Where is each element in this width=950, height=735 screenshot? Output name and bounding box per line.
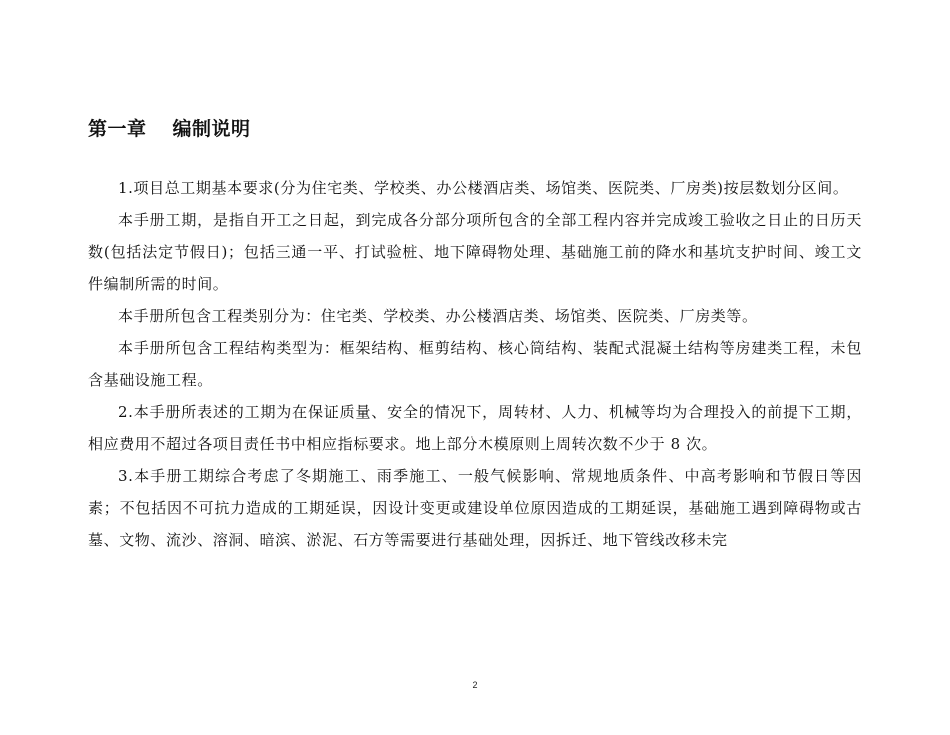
page-number: 2 [472,680,478,690]
paragraph-2: 本手册工期，是指自开工之日起，到完成各分部分项所包含的全部工程内容并完成竣工验收之日止的日历天数(包括法定节假日)；包括三通一平、打试验桩、地下障碍物处理、基础施工前的降水和基坑支护时间、竣工文件编制所需的时间。 [88,211,862,293]
paragraph-1: 1.项目总工期基本要求(分为住宅类、学校类、办公楼酒店类、场馆类、医院类、厂房类)按层数划分区间。 [118,179,849,197]
paragraph-3: 本手册所包含工程类别分为：住宅类、学校类、办公楼酒店类、场馆类、医院类、厂房类等。 [118,307,758,325]
body-text [88,172,862,556]
chapter-title: 编制说明 [172,118,251,140]
paragraph-4: 本手册所包含工程结构类型为：框架结构、框剪结构、核心筒结构、装配式混凝土结构等房建类工程，未包含基础设施工程。 [88,339,862,389]
chapter-heading [88,116,251,142]
paragraph-5: 2.本手册所表述的工期为在保证质量、安全的情况下，周转材、人力、机械等均为合理投入的前提下工期，相应费用不超过各项目责任书中相应指标要求。地上部分木模原则上周转次数不少于 8 次。 [88,403,862,453]
paragraph-6: 3.本手册工期综合考虑了冬期施工、雨季施工、一般气候影响、常规地质条件、中高考影响和节假日等因素；不包括因不可抗力造成的工期延误，因设计变更或建设单位原因造成的工期延误，基础施工遇到障碍物或古墓、文物、流沙、溶洞、暗滨、淤泥、石方等需要进行基础处理，因拆迁、地下管线改移未完 [88,467,862,549]
chapter-number: 第一章 [88,118,147,140]
